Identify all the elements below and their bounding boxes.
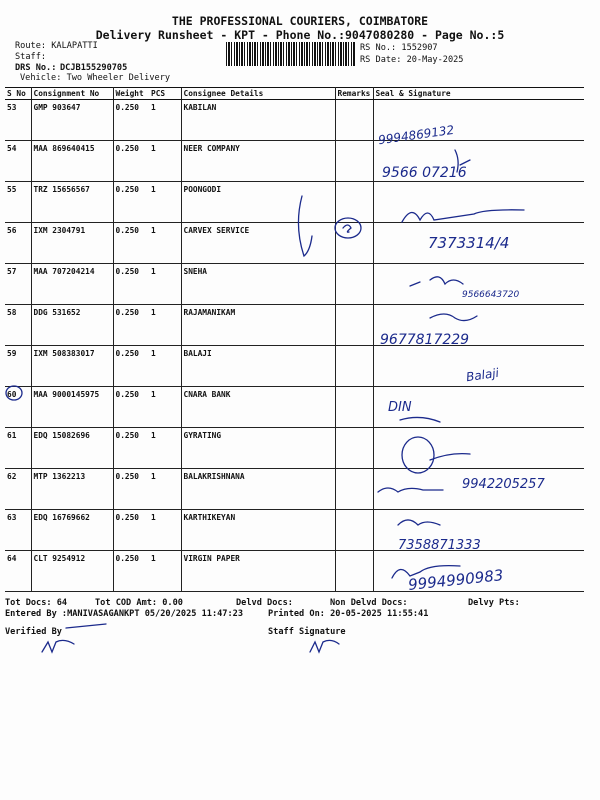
total-docs: Tot Docs: 64 (5, 598, 68, 608)
row-pcs: 1 (149, 551, 181, 592)
non-delivered-docs: Non Delvd Docs: (330, 598, 408, 608)
underline-60 (400, 417, 440, 422)
row-sno: 61 (5, 428, 31, 469)
handwritten-phone-53: 9994869132 (377, 122, 455, 148)
row-consignment: EDQ 16769662 (31, 510, 113, 551)
route-label: Route: KALAPATTI (15, 41, 98, 51)
row-weight: 0.250 (113, 428, 149, 469)
row-pcs: 1 (149, 100, 181, 141)
vehicle-label: Vehicle: Two Wheeler Delivery (20, 73, 171, 83)
row-pcs: 1 (149, 346, 181, 387)
total-cod: Tot COD Amt: 0.00 (95, 598, 183, 608)
col-signature: Seal & Signature (373, 88, 584, 100)
signature-56 (402, 210, 524, 222)
rs-number: RS No.: 1552907 (360, 43, 438, 53)
row-sno: 58 (5, 305, 31, 346)
signature-58 (430, 314, 477, 321)
row-weight: 0.250 (113, 100, 149, 141)
handwritten-phone-56: 7373314/4 (428, 234, 510, 252)
row-consignment: IXM 2304791 (31, 223, 113, 264)
handwritten-text-60: DIN (388, 400, 412, 415)
row-weight: 0.250 (113, 551, 149, 592)
row-consignment: MAA 9000145975 (31, 387, 113, 428)
handwritten-phone-63: 7358871333 (398, 538, 481, 553)
signature-62 (378, 488, 443, 492)
printed-on: Printed On: 20-05-2025 11:55:41 (268, 609, 429, 619)
row-consignee: POONGODI (181, 182, 335, 223)
row-weight: 0.250 (113, 182, 149, 223)
row-consignee: RAJAMANIKAM (181, 305, 335, 346)
staff-signature-mark (310, 640, 339, 652)
remark-circle-56 (335, 218, 361, 238)
row-consignee: CNARA BANK (181, 387, 335, 428)
col-pcs: PCS (149, 88, 181, 100)
row-consignment: CLT 9254912 (31, 551, 113, 592)
row-pcs: 1 (149, 182, 181, 223)
row-sno: 59 (5, 346, 31, 387)
row-consignment: MAA 869640415 (31, 141, 113, 182)
row-consignment: EDQ 15082696 (31, 428, 113, 469)
row-sno: 63 (5, 510, 31, 551)
sno-circle-60 (6, 386, 22, 400)
row-sno: 60 (5, 387, 31, 428)
col-remarks: Remarks (335, 88, 373, 100)
handwritten-phone-57: 9566643720 (462, 290, 520, 300)
row-consignment: TRZ 15656567 (31, 182, 113, 223)
staff-label: Staff: (15, 52, 47, 62)
row-consignment: IXM 508383017 (31, 346, 113, 387)
col-consignment: Consignment No (31, 88, 113, 100)
entered-by: Entered By :MANIVASAGANKPT 05/20/2025 11:47:23 (5, 609, 243, 619)
row-consignment: MTP 1362213 (31, 469, 113, 510)
row-sno: 54 (5, 141, 31, 182)
row-consignment: DDG 531652 (31, 305, 113, 346)
signature-63 (398, 520, 440, 525)
document-subtitle: Delivery Runsheet - KPT - Phone No.:9047080280 - Page No.:5 (95, 28, 505, 42)
verified-signature (42, 640, 74, 652)
drs-label: DRS No.: (15, 63, 57, 73)
row-consignee: BALAJI (181, 346, 335, 387)
row-weight: 0.250 (113, 469, 149, 510)
signature-64 (392, 566, 460, 578)
row-weight: 0.250 (113, 141, 149, 182)
row-consignee: GYRATING (181, 428, 335, 469)
row-weight: 0.250 (113, 264, 149, 305)
row-pcs: 1 (149, 264, 181, 305)
remark-stroke-56 (298, 196, 312, 256)
row-weight: 0.250 (113, 510, 149, 551)
col-weight: Weight (113, 88, 149, 100)
col-consignee: Consignee Details (181, 88, 335, 100)
handwritten-phone-54: 9566 07216 (382, 165, 467, 181)
handwritten-phone-64: 9994990983 (407, 566, 505, 594)
row-sno: 53 (5, 100, 31, 141)
row-consignee: NEER COMPANY (181, 141, 335, 182)
row-consignment: GMP 903647 (31, 100, 113, 141)
signature-mark-54 (455, 150, 470, 172)
row-pcs: 1 (149, 305, 181, 346)
row-consignee: BALAKRISHNANA (181, 469, 335, 510)
staff-signature-label: Staff Signature (268, 627, 346, 637)
col-sno: S No (5, 88, 31, 100)
delivered-docs: Delvd Docs: (236, 598, 293, 608)
row-pcs: 1 (149, 428, 181, 469)
row-pcs: 1 (149, 510, 181, 551)
handwritten-phone-62: 9942205257 (462, 477, 545, 492)
row-sno: 62 (5, 469, 31, 510)
row-weight: 0.250 (113, 346, 149, 387)
row-sno: 57 (5, 264, 31, 305)
row-pcs: 1 (149, 223, 181, 264)
row-consignee: VIRGIN PAPER (181, 551, 335, 592)
verified-by-label: Verified By (5, 627, 62, 637)
handwritten-name-59: Balaji (465, 365, 500, 385)
row-weight: 0.250 (113, 387, 149, 428)
drs-number: DCJB155290705 (60, 63, 128, 73)
rs-date: RS Date: 20-May-2025 (360, 55, 464, 65)
row-consignee: KARTHIKEYAN (181, 510, 335, 551)
row-consignee: SNEHA (181, 264, 335, 305)
signature-57 (410, 277, 463, 286)
row-sno: 55 (5, 182, 31, 223)
row-consignee: CARVEX SERVICE (181, 223, 335, 264)
row-consignment: MAA 707204214 (31, 264, 113, 305)
row-sno: 64 (5, 551, 31, 592)
row-weight: 0.250 (113, 305, 149, 346)
row-pcs: 1 (149, 387, 181, 428)
row-weight: 0.250 (113, 223, 149, 264)
row-pcs: 1 (149, 141, 181, 182)
row-sno: 56 (5, 223, 31, 264)
signature-loop-60 (402, 437, 434, 473)
handwritten-phone-58: 9677817229 (380, 332, 470, 348)
document-title: THE PROFESSIONAL COURIERS, COIMBATORE (171, 14, 429, 28)
row-pcs: 1 (149, 469, 181, 510)
row-consignee: KABILAN (181, 100, 335, 141)
delivery-points: Delvy Pts: (468, 598, 520, 608)
